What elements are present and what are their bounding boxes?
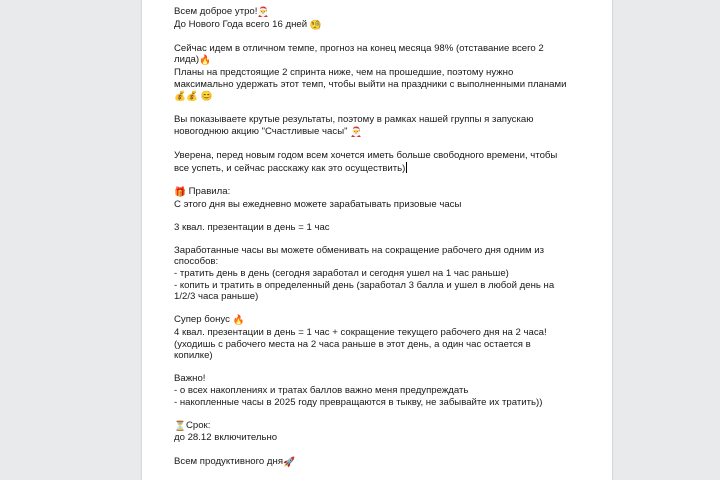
text-line: (уходишь с рабочего места на 2 часа раньше в этот день, а один час остается в	[174, 338, 531, 350]
text-line: новогоднюю акцию "Счастливые часы"	[174, 125, 348, 137]
text-line: все успеть, и сейчас расскажу как это осуществить)	[174, 162, 406, 174]
greeting-text: Всем доброе утро!	[174, 6, 258, 17]
message-line	[174, 114, 574, 126]
text-line: лида)	[174, 54, 200, 66]
message-line	[174, 199, 574, 211]
text-line: - накопленные часы в 2025 году превращаются в тыкву, не забывайте их тратить))	[174, 396, 543, 408]
face-with-monocle-icon: 🧐	[309, 19, 322, 31]
blank-line	[174, 103, 574, 115]
message-line	[174, 385, 574, 397]
blank-line	[174, 362, 574, 374]
important-heading: Важно!	[174, 373, 206, 385]
rocket-icon: 🚀	[283, 456, 295, 468]
blank-line	[174, 139, 574, 151]
blank-line	[174, 408, 574, 420]
text-line: Заработанные часы вы можете обменивать на сокращение рабочего дня одним из	[174, 244, 545, 256]
blank-line	[174, 303, 574, 315]
message-line	[174, 314, 574, 327]
text-line: Сейчас идем в отличном темпе, прогноз на конец месяца 98% (отставание всего 2	[174, 42, 544, 54]
text-line: Уверена, перед новым годом всем хочется иметь больше свободного времени, чтобы	[174, 150, 558, 162]
message-line	[174, 79, 574, 91]
message-line	[174, 186, 574, 199]
message-line	[174, 291, 574, 303]
santa-icon: 🎅	[350, 126, 363, 138]
message-line	[174, 43, 574, 55]
message-line	[174, 162, 574, 175]
message-line	[174, 456, 574, 469]
text-line: 4 квал. презентации в день = 1 час + сокращение текущего рабочего дня на 2 часа!	[174, 327, 547, 339]
message-line	[174, 420, 574, 433]
text-line: 3 квал. презентации в день = 1 час	[174, 221, 330, 233]
message-line	[174, 19, 574, 32]
message-line	[174, 6, 574, 19]
message-line	[174, 150, 574, 162]
money-bag-icon: 💰	[174, 91, 186, 103]
blank-line	[174, 174, 574, 186]
text-line: способов:	[174, 256, 219, 268]
text-cursor	[406, 162, 407, 173]
smiling-face-icon: 😊	[200, 91, 213, 103]
blank-line	[174, 31, 574, 43]
text-line: 1/2/3 часа раньше)	[174, 291, 259, 303]
message-line	[174, 432, 574, 444]
message-body[interactable]	[174, 6, 574, 468]
message-line	[174, 256, 574, 268]
message-line	[174, 222, 574, 234]
rules-heading: Правила:	[188, 185, 231, 197]
blank-line	[174, 210, 574, 222]
text-line: - копить и тратить в определенный день (заработал 3 балла и ушел в любой день на	[174, 279, 555, 291]
fire-icon: 🔥	[232, 315, 245, 327]
text-line: копилке)	[174, 350, 213, 362]
message-line	[174, 67, 574, 79]
fire-icon: 🔥	[199, 55, 212, 67]
text-line: - о всех накоплениях и тратах баллов важно меня предупреждать	[174, 385, 469, 396]
message-line	[174, 339, 574, 351]
gift-icon: 🎁	[174, 186, 186, 198]
blank-line	[174, 233, 574, 245]
super-bonus-heading: Супер бонус	[174, 314, 230, 326]
message-line	[174, 245, 574, 257]
message-line	[174, 54, 574, 67]
message-line	[174, 268, 574, 280]
text-line: максимально удержать этот темп, чтобы выйти на праздники с выполненными планами	[174, 78, 567, 90]
hourglass-icon: ⏳	[174, 420, 186, 432]
deadline-heading: Срок:	[185, 419, 211, 431]
santa-icon: 🎅	[257, 7, 270, 18]
message-line	[174, 126, 574, 139]
blank-line	[174, 444, 574, 456]
countdown-text: До Нового Года всего 16 дней	[174, 18, 308, 30]
message-line	[174, 373, 574, 385]
message-line	[174, 90, 574, 103]
text-line: Планы на предстоящие 2 спринта ниже, чем на прошедшие, поэтому нужно	[174, 66, 514, 78]
text-line: Вы показываете крутые результаты, поэтому в рамках нашей группы я запускаю	[174, 114, 534, 126]
closing-text: Всем продуктивного дня	[174, 455, 284, 467]
money-bag-icon: 💰	[185, 91, 198, 103]
text-line: С этого дня вы ежедневно можете зарабатывать призовые часы	[174, 198, 462, 210]
message-line	[174, 280, 574, 292]
text-line: до 28.12 включительно	[174, 432, 278, 444]
message-line	[174, 327, 574, 339]
message-line	[174, 397, 574, 409]
message-line	[174, 350, 574, 362]
text-line: - тратить день в день (сегодня заработал и сегодня ушел на 1 час раньше)	[174, 268, 509, 280]
